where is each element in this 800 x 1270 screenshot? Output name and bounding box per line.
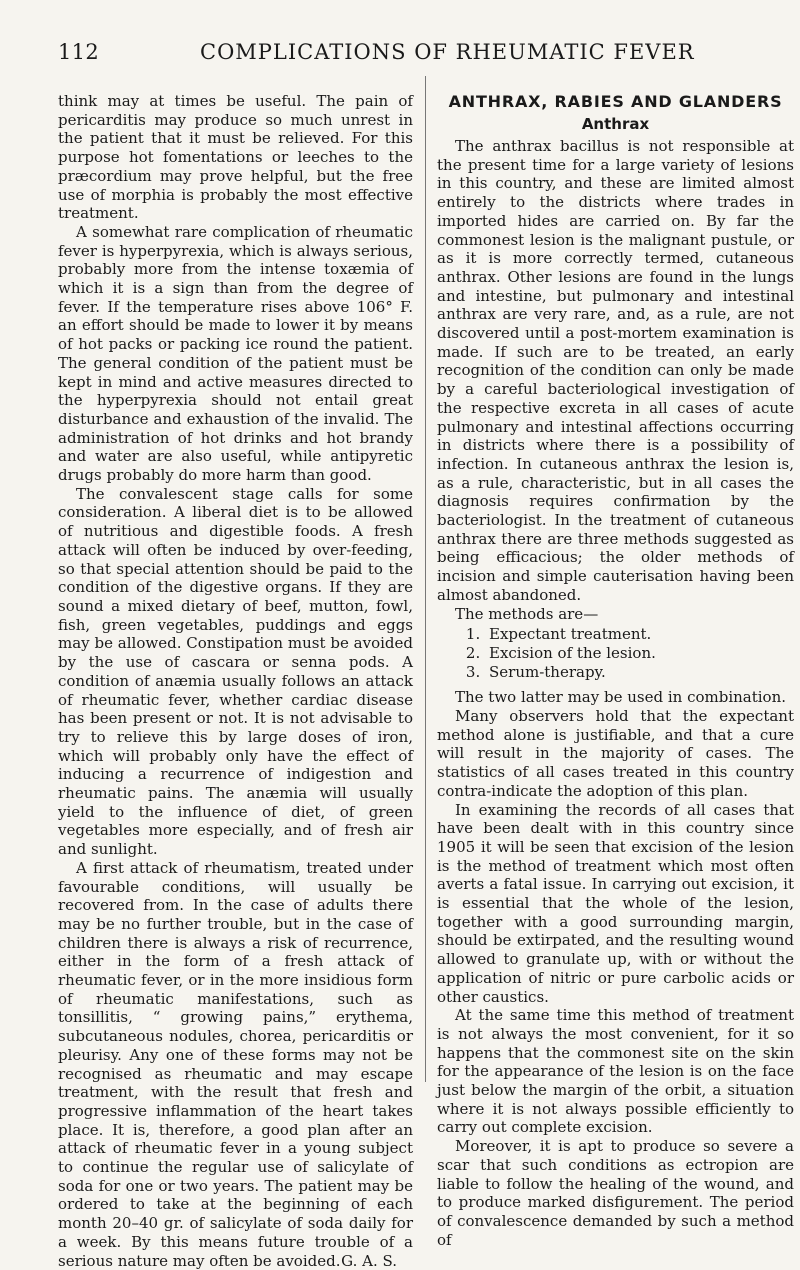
section-title: ANTHRAX, RABIES AND GLANDERS: [448, 92, 783, 111]
list-item: [485, 644, 794, 663]
list-item: [485, 625, 794, 644]
subsection-title: Anthrax: [581, 115, 650, 133]
paragraph: think may at times be useful. The pain of pericarditis may produce so much unrest in the patient that it must be relieved. For this purpose hot fomentations or leeches to the præcordium may prove helpful, but the free use of morphia is probably the most effective treatment.: [58, 92, 413, 223]
paragraph: At the same time this method of treatment is not always the most convenient, for it so happens that the commonest site on the skin for the appearance of the lesion is on the face just below the margin of the orbit, a situation where it is not always possible efficiently to carry out complete excision.: [437, 1006, 794, 1137]
left-column: [58, 92, 413, 1270]
author-signature: G. A. S.: [341, 1251, 397, 1270]
paragraph: Moreover, it is apt to produce so severe a scar that such conditions as ectropion are liable to follow the healing of the wound, and to produce marked disfigurement. The period of convalescence demanded by such a method of: [437, 1137, 794, 1249]
methods-list: [437, 625, 794, 682]
page-number: 112: [58, 40, 99, 64]
paragraph: The anthrax bacillus is not responsible at the present time for a large variety of lesions in this country, and these are limited almost entirely to the districts where trades in imported hides are carried on. By far the commonest lesion is the malignant pustule, or as it is more correctly termed, cutaneous anthrax. Other lesions are found in the lungs and intestine, but pulmonary and intestinal anthrax are very rare, and, as a rule, are not discovered until a post-mortem examination is made. If such are to be treated, an early recognition of the condition can only be made by a careful bacteriological investigation of the respective excreta in all cases of acute pulmonary and intestinal affections occurring in districts where there is a possibility of infection. In cutaneous anthrax the lesion is, as a rule, characteristic, but in all cases the diagnosis requires confirmation by the bacteriologist. In the treatment of cutaneous anthrax there are three methods suggested as being efficacious; the older methods of incision and simple cauterisation having been almost abandoned.: [437, 137, 794, 604]
list-item-text: Excision of the lesion.: [489, 644, 656, 663]
paragraph: The convalescent stage calls for some consideration. A liberal diet is to be allowed of nutritious and digestible foods. A fresh attack will often be induced by over-feeding, so that special attention should be paid to the condition of the digestive organs. If they are sound a mixed dietary of beef, mutton, fowl, fish, green vegetables, puddings and eggs may be allowed. Constipation must be avoided by the use of cascara or senna pods. A condition of anæmia usually follows an attack of rheumatic fever, whether cardiac disease has been present or not. It is not advisable to try to relieve this by large doses of iron, which will probably only have the effect of inducing a recurrence of indigestion and rheumatic pains. The anæmia will usually yield to the influence of diet, of green vegetables more especially, and of fresh air and sunlight.: [58, 484, 413, 859]
list-item: [485, 663, 794, 682]
running-header: [58, 40, 760, 68]
list-item-text: Serum-therapy.: [489, 663, 606, 682]
running-title: COMPLICATIONS OF RHEUMATIC FEVER: [200, 40, 695, 64]
list-item-text: Expectant treatment.: [489, 625, 652, 644]
column-divider: [425, 76, 426, 1082]
paragraph-with-signature: [58, 859, 413, 1270]
paragraph: The two latter may be used in combination.: [455, 688, 787, 707]
paragraph: A somewhat rare complication of rheumatic fever is hyperpyrexia, which is always serious, probably more from the intense toxæmia of which it is a sign than from the degree of fever. If the temperature rises above 106° F. an effort should be made to lower it by means of hot packs or packing ice round the patient. The general condition of the patient must be kept in mind and active measures directed to the hyperpyrexia should not entail great disturbance and exhaustion of the invalid. The administration of hot drinks and hot brandy and water are also useful, while antipyretic drugs probably do more harm than good.: [58, 222, 413, 485]
paragraph: In examining the records of all cases that have been dealt with in this country since 1905 it will be seen that excision of the lesion is the method of treatment which most often averts a fatal issue. In carrying out excision, it is essential that the whole of the lesion, together with a good surrounding margin, should be extirpated, and the resulting wound allowed to granulate up, with or without the application of nitric or pure carbolic acids or other caustics.: [437, 800, 794, 1006]
paragraph: A first attack of rheumatism, treated under favourable conditions, will usually be recovered from. In the case of adults there may be no further trouble, but in the case of children there is always a risk of recurrence, either in the form of a fresh attack of rheumatic fever, or in the more insidious form of rheumatic manifestations, such as tonsillitis, “ growing pains,” erythema, subcutaneous nodules, chorea, pericarditis or pleurisy. Any one of these forms may not be recognised as rheumatic and may escape treatment, with the result that fresh and progressive inflammation of the heart takes place. It is, therefore, a good plan after an attack of rheumatic fever in a young subject to continue the regular use of salicylate of soda for one or two years. The patient may be ordered to take at the beginning of each month 20–40 gr. of salicylate of soda daily for a week. By this means future trouble of a serious nature may often be avoided.: [58, 858, 413, 1270]
right-column: [437, 92, 794, 1249]
paragraph: The methods are—: [455, 604, 599, 623]
paragraph: Many observers hold that the expectant method alone is justifiable, and that a cure will result in the majority of cases. The statistics of all cases treated in this country contra-indicate the adoption of this plan.: [437, 706, 794, 800]
